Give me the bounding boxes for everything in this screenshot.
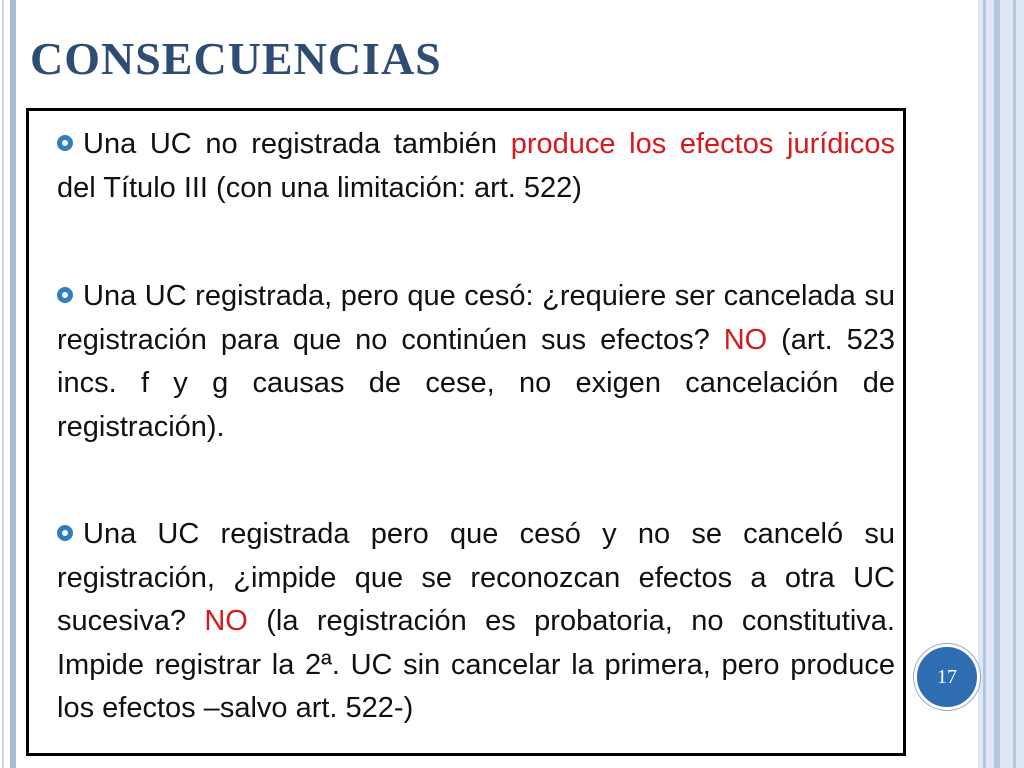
bullet-text: del Título III (con una limitación: art. 522)	[57, 171, 582, 204]
left-decorative-line	[10, 0, 16, 768]
right-decorative-stripe	[1013, 0, 1016, 768]
bullet-highlight: produce los efectos jurídicos	[510, 128, 895, 160]
right-decorative-stripe	[983, 0, 986, 768]
bullet-highlight: NO	[204, 605, 248, 637]
bullet-paragraph-2	[57, 275, 895, 449]
bullet-text: (la registración es probatoria, no constitutiva. Impide registrar la 2ª. UC sin cancelar la primera, pero produce los efectos –salvo art. 522-)	[57, 605, 895, 724]
bullet-text: Una UC registrada, pero que cesó: ¿requiere ser cancelada su registración para que no continúen sus efectos?	[57, 280, 895, 356]
bullet-paragraph-1	[57, 123, 895, 210]
right-decorative-stripe	[994, 0, 1000, 768]
bullet-text: Una UC no registrada también	[83, 128, 511, 160]
content-box	[26, 108, 906, 756]
circle-bullet-icon	[57, 525, 73, 541]
circle-bullet-icon	[57, 287, 73, 303]
left-decorative-line-thin	[2, 0, 4, 768]
bullet-paragraph-3	[57, 513, 895, 731]
slide-title: CONSECUENCIAS	[30, 33, 442, 84]
bullet-highlight: NO	[723, 323, 768, 356]
page-number-badge: 17	[914, 644, 980, 710]
circle-bullet-icon	[57, 135, 73, 151]
bullet-text: Una UC registrada pero que cesó y no se canceló su registración, ¿impide que se reconozcan efectos a otra UC sucesiva?	[57, 518, 895, 637]
bullet-text: (art. 523 incs. f y g causas de cese, no exigen cancelación de registración).	[57, 323, 896, 443]
